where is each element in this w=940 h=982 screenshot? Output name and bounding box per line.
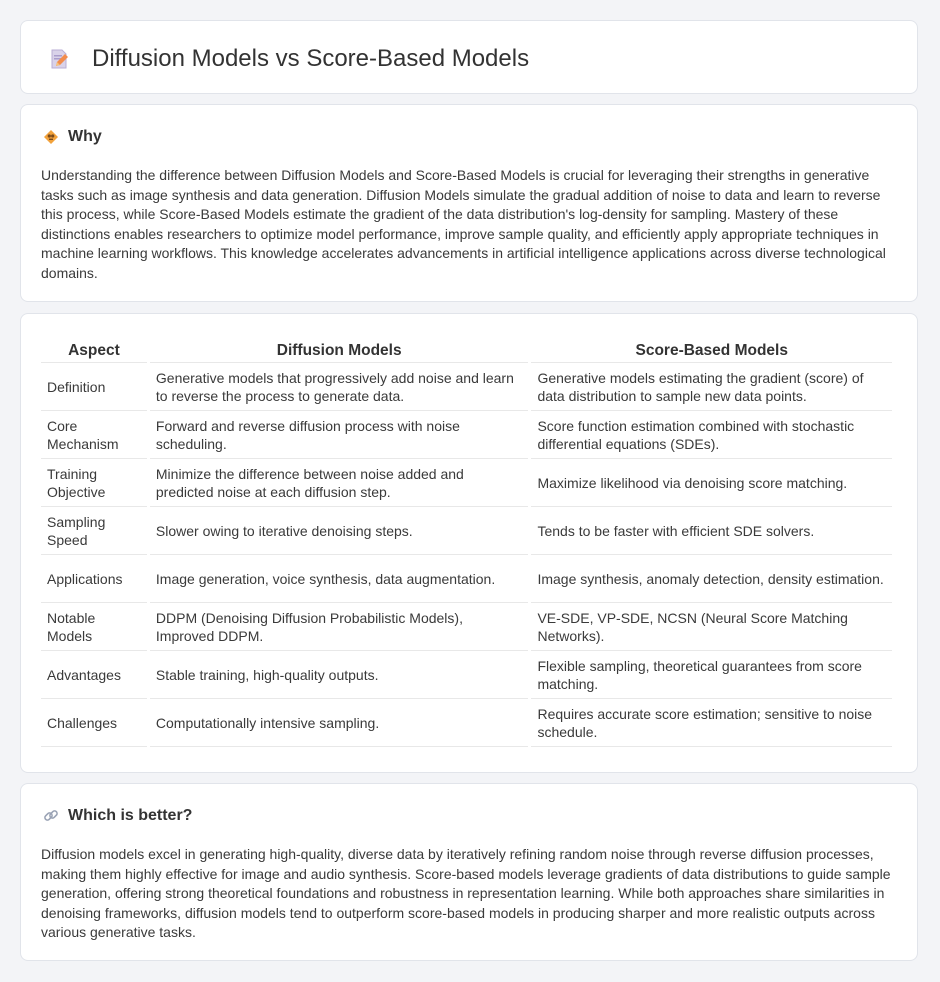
- edit-document-icon: [47, 47, 71, 71]
- diffusion-cell: Minimize the difference between noise added and predicted noise at each diffusion step.: [150, 459, 529, 507]
- table-row: [41, 507, 892, 555]
- why-heading: Why: [68, 128, 102, 145]
- title-card: [20, 20, 918, 94]
- why-text: Understanding the difference between Diffusion Models and Score-Based Models is crucial for leveraging their strengths in generative tasks such as image synthesis and data generation. Diffusion Models simulate the gradual addition of noise to data and learn to reverse this process, while Score-Based Models estimate the gradient of the data distribution's log-density for sampling. Mastery of these distinctions enables researchers to optimize model performance, improve sample quality, and efficiently apply appropriate techniques in machine learning workflows. This knowledge accelerates advancements in artificial intelligence applications across diverse technological domains.: [41, 167, 886, 281]
- table-row: [41, 459, 892, 507]
- aspect-cell: Definition: [41, 363, 147, 411]
- score-based-cell: Tends to be faster with efficient SDE solvers.: [531, 507, 892, 555]
- which-is-better-section: [20, 783, 918, 961]
- score-based-cell: Maximize likelihood via denoising score matching.: [531, 459, 892, 507]
- aspect-cell: Training Objective: [41, 459, 147, 507]
- better-heading: Which is better?: [68, 807, 193, 824]
- table-row: [41, 363, 892, 411]
- link-icon: [43, 808, 59, 824]
- table-row: [41, 699, 892, 747]
- table-row: [41, 411, 892, 459]
- table-row: [41, 555, 892, 603]
- diffusion-cell: Stable training, high-quality outputs.: [150, 651, 529, 699]
- column-header: Diffusion Models: [150, 334, 529, 363]
- score-based-cell: Generative models estimating the gradient (score) of data distribution to sample new data points.: [531, 363, 892, 411]
- score-based-cell: Image synthesis, anomaly detection, density estimation.: [531, 555, 892, 603]
- score-based-cell: Score function estimation combined with stochastic differential equations (SDEs).: [531, 411, 892, 459]
- table-header-row: [41, 334, 892, 363]
- diffusion-cell: Generative models that progressively add noise and learn to reverse the process to generate data.: [150, 363, 529, 411]
- column-header: Aspect: [41, 334, 147, 363]
- table-row: [41, 651, 892, 699]
- aspect-cell: Challenges: [41, 699, 147, 747]
- aspect-cell: Advantages: [41, 651, 147, 699]
- aspect-cell: Sampling Speed: [41, 507, 147, 555]
- diffusion-cell: Image generation, voice synthesis, data augmentation.: [150, 555, 529, 603]
- why-section: [20, 104, 918, 302]
- diffusion-cell: Computationally intensive sampling.: [150, 699, 529, 747]
- better-text: Diffusion models excel in generating high-quality, diverse data by iteratively refining random noise through reverse diffusion processes, making them highly effective for image and audio synthesis. Score-based models leverage gradients of data distributions to guide sample generation, offering strong theoretical foundations and robustness in representation learning. While both approaches share similarities in denoising frameworks, diffusion models tend to outperform score-based models in producing sharper and more realistic outputs across various generative tasks.: [41, 846, 891, 940]
- diffusion-cell: Slower owing to iterative denoising steps.: [150, 507, 529, 555]
- comparison-card: [20, 313, 918, 773]
- diffusion-cell: DDPM (Denoising Diffusion Probabilistic Models), Improved DDPM.: [150, 603, 529, 651]
- aspect-cell: Core Mechanism: [41, 411, 147, 459]
- comparison-table: [38, 334, 895, 747]
- column-header: Score-Based Models: [531, 334, 892, 363]
- diffusion-cell: Forward and reverse diffusion process with noise scheduling.: [150, 411, 529, 459]
- score-based-cell: VE-SDE, VP-SDE, NCSN (Neural Score Matching Networks).: [531, 603, 892, 651]
- score-based-cell: Requires accurate score estimation; sensitive to noise schedule.: [531, 699, 892, 747]
- aspect-cell: Notable Models: [41, 603, 147, 651]
- bulb-icon: [43, 129, 59, 145]
- table-row: [41, 603, 892, 651]
- score-based-cell: Flexible sampling, theoretical guarantees from score matching.: [531, 651, 892, 699]
- aspect-cell: Applications: [41, 555, 147, 603]
- page-title: Diffusion Models vs Score-Based Models: [92, 45, 530, 72]
